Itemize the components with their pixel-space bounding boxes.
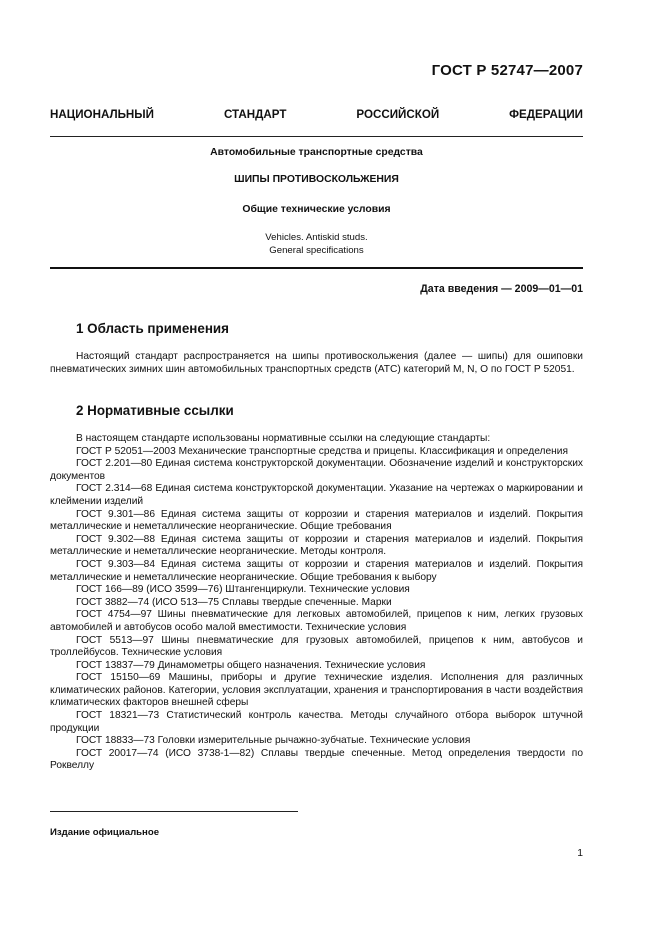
reference-item: ГОСТ 9.301—86 Единая система защиты от коррозии и старения материалов и изделий. Покрытия металлические и неметаллические неорганические. Общие требования <box>50 508 583 533</box>
normative-references-list <box>50 433 583 773</box>
footer-divider <box>50 811 298 812</box>
reference-item: ГОСТ 166—89 (ИСО 3599—76) Штангенциркули. Технические условия <box>76 584 410 596</box>
reference-item: ГОСТ 20017—74 (ИСО 3738-1—82) Сплавы твердые спеченные. Метод определения твердости по Роквеллу <box>50 747 583 772</box>
reference-item: ГОСТ 15150—69 Машины, приборы и другие технические изделия. Исполнения для различных климатических районов. Категории, условия эксплуатации, хранения и транспортирования в части воздействия климатических факторов внешней сферы <box>50 672 583 709</box>
title-subject: Автомобильные транспортные средства <box>210 147 423 158</box>
english-title <box>50 231 583 257</box>
reference-item: ГОСТ 9.302—88 Единая система защиты от коррозии и старения материалов и изделий. Покрытия металлические и неметаллические неорганические. Методы контроля. <box>50 533 583 558</box>
english-title-line: General specifications <box>269 245 364 256</box>
reference-item: В настоящем стандарте использованы нормативные ссылки на следующие стандарты: <box>76 433 491 444</box>
section-1-text: Настоящий стандарт распространяется на шипы противоскольжения (далее — шипы) для ошиповки пневматических зимних шин автомобильных транспортных средств (АТС) категорий M, N, O по ГОСТ Р 52051. <box>50 351 583 375</box>
heading-word: РОССИЙСКОЙ <box>356 108 440 121</box>
national-standard-heading <box>50 108 583 121</box>
reference-item: ГОСТ 18833—73 Головки измерительные рычажно-зубчатые. Технические условия <box>76 735 471 747</box>
official-edition-label: Издание официальное <box>50 827 160 838</box>
heading-word: ФЕДЕРАЦИИ <box>509 108 583 121</box>
heading-word: НАЦИОНАЛЬНЫЙ <box>50 108 154 121</box>
introduction-date: Дата введения — 2009—01—01 <box>420 283 583 295</box>
reference-item: ГОСТ 2.314—68 Единая система конструкторской документации. Указание на чертежах о маркировании и клеймении изделий <box>50 483 583 507</box>
reference-item: ГОСТ 2.201—80 Единая система конструкторской документации. Обозначение изделий и конструкторских документов <box>50 458 583 482</box>
heading-word: СТАНДАРТ <box>223 108 287 121</box>
reference-item: ГОСТ 13837—79 Динамометры общего назначения. Технические условия <box>76 659 426 671</box>
title-divider <box>50 267 583 269</box>
reference-item: ГОСТ 4754—97 Шины пневматические для легковых автомобилей, прицепов к ним, легких грузовых автомобилей и автобусов особо малой вместимости. Технические условия <box>50 609 583 633</box>
reference-item: ГОСТ 3882—74 (ИСО 513—75 Сплавы твердые спеченные. Марки <box>76 596 392 608</box>
document-code: ГОСТ Р 52747—2007 <box>431 62 583 79</box>
reference-item: ГОСТ 18321—73 Статистический контроль качества. Методы случайного отбора выборок штучной продукции <box>50 710 583 734</box>
top-divider <box>50 136 583 137</box>
reference-item: ГОСТ 9.303—84 Единая система защиты от коррозии и старения материалов и изделий. Покрытия металлические и неметаллические неорганические. Общие требования к выбору <box>50 558 583 583</box>
title-type: Общие технические условия <box>242 204 391 215</box>
english-title-line: Vehicles. Antiskid studs. <box>265 232 368 243</box>
reference-item: ГОСТ Р 52051—2003 Механические транспортные средства и прицепы. Классификация и определения <box>76 445 568 457</box>
reference-item: ГОСТ 5513—97 Шины пневматические для грузовых автомобилей, прицепов к ним, автобусов и троллейбусов. Технические условия <box>50 634 583 659</box>
page-number: 1 <box>577 848 583 859</box>
section-1-heading: 1 Область применения <box>76 321 229 336</box>
title-name: ШИПЫ ПРОТИВОСКОЛЬЖЕНИЯ <box>234 174 399 185</box>
section-2-heading: 2 Нормативные ссылки <box>76 403 234 418</box>
